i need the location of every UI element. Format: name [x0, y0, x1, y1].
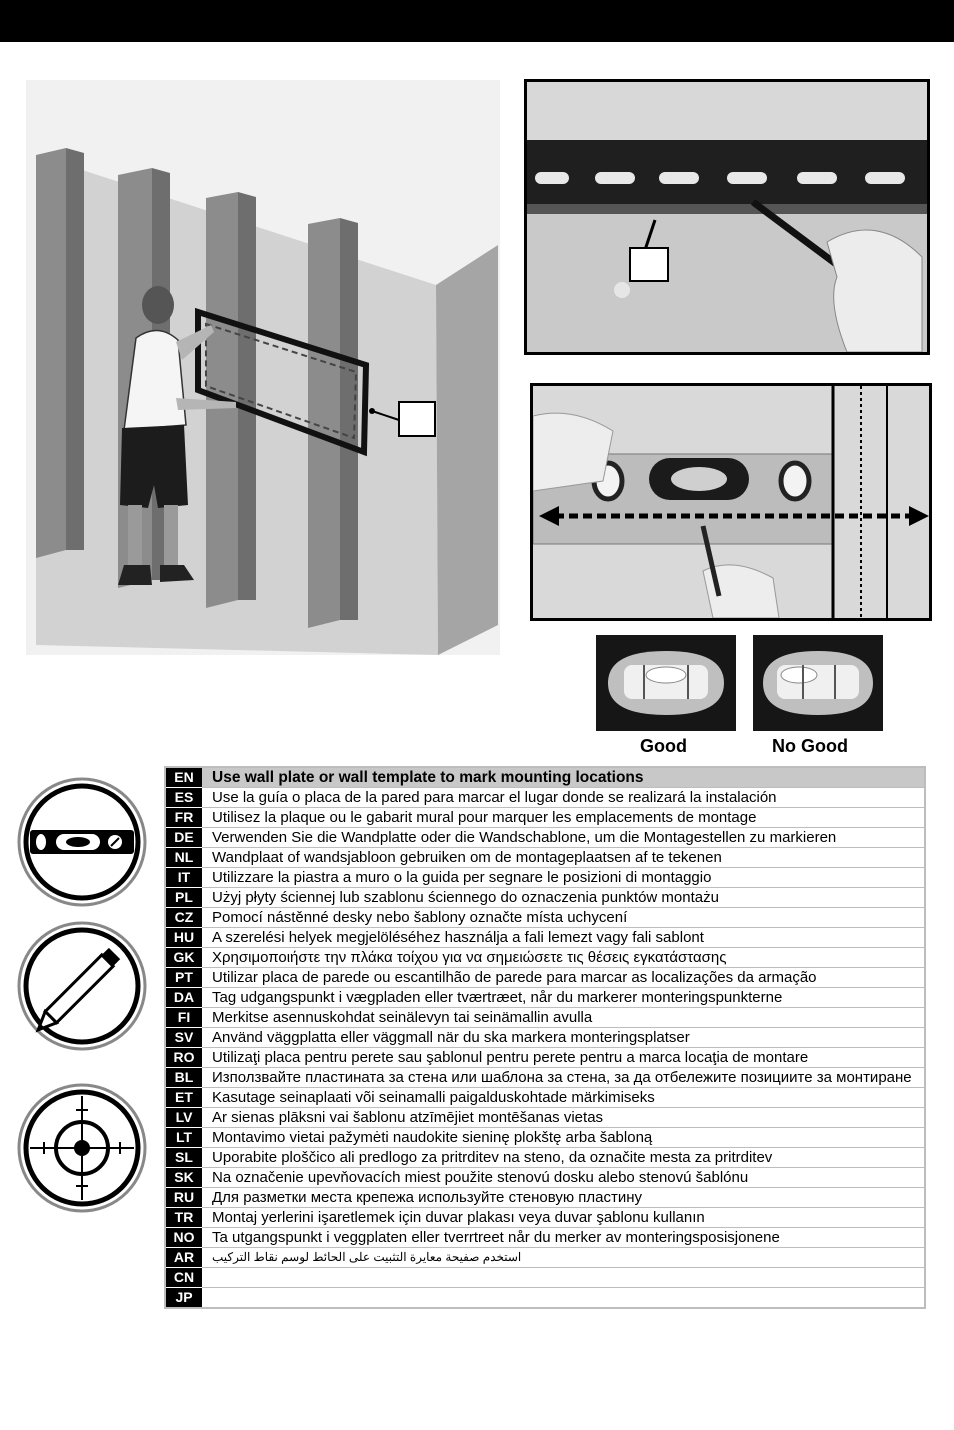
bubble-level-no-good-image	[753, 635, 883, 731]
instruction-row-fr	[165, 808, 925, 828]
instruction-row-jp	[165, 1288, 925, 1309]
language-code: AR	[165, 1248, 202, 1268]
instruction-row-pt	[165, 968, 925, 988]
instruction-row-gk	[165, 948, 925, 968]
instruction-row-sk	[165, 1168, 925, 1188]
language-code: FR	[165, 808, 202, 828]
instruction-text: Utilizzare la piastra a muro o la guida per segnare le posizioni di montaggio	[202, 868, 925, 888]
instruction-row-da	[165, 988, 925, 1008]
language-code: JP	[165, 1288, 202, 1309]
instruction-text: Для разметки места крепежа используйте стеновую пластину	[202, 1188, 925, 1208]
instruction-row-ar	[165, 1248, 925, 1268]
language-code: PL	[165, 888, 202, 908]
language-code: BL	[165, 1068, 202, 1088]
instruction-row-de	[165, 828, 925, 848]
marking-photo	[524, 79, 930, 355]
instruction-row-es	[165, 788, 925, 808]
instruction-row-bl	[165, 1068, 925, 1088]
instruction-text: Använd väggplatta eller väggmall när du ska markera monteringsplatser	[202, 1028, 925, 1048]
instruction-row-fi	[165, 1008, 925, 1028]
instruction-text: Uporabite ploščico ali predlogo za pritrditev na steno, da označite mesta za pritrditev	[202, 1148, 925, 1168]
instruction-text	[202, 1288, 925, 1309]
language-code: CZ	[165, 908, 202, 928]
instruction-row-hu	[165, 928, 925, 948]
instruction-row-et	[165, 1088, 925, 1108]
language-code: GK	[165, 948, 202, 968]
instruction-text: Verwenden Sie die Wandplatte oder die Wandschablone, um die Montagestellen zu markieren	[202, 828, 925, 848]
instruction-row-lt	[165, 1128, 925, 1148]
bubble-level-good-image	[596, 635, 736, 731]
instruction-text: Utilisez la plaque ou le gabarit mural pour marquer les emplacements de montage	[202, 808, 925, 828]
language-code: DE	[165, 828, 202, 848]
instruction-text: Wandplaat of wandsjabloon gebruiken om de montageplaatsen af te tekenen	[202, 848, 925, 868]
instruction-text: Montaj yerlerini işaretlemek için duvar plakası veya duvar şablonu kullanın	[202, 1208, 925, 1228]
instruction-text: Use wall plate or wall template to mark mounting locations	[202, 767, 925, 788]
language-code: SL	[165, 1148, 202, 1168]
language-code: NO	[165, 1228, 202, 1248]
language-code: LV	[165, 1108, 202, 1128]
header-bar	[0, 0, 954, 42]
language-code: IT	[165, 868, 202, 888]
instruction-text: Ta utgangspunkt i veggplaten eller tverrtreet når du merker av monteringsposisjonene	[202, 1228, 925, 1248]
instruction-row-cn	[165, 1268, 925, 1288]
instruction-text: Χρησιμοποιήστε την πλάκα τοίχου για να σημειώσετε τις θέσεις εγκατάστασης	[202, 948, 925, 968]
language-code: HU	[165, 928, 202, 948]
language-code: LT	[165, 1128, 202, 1148]
language-code: TR	[165, 1208, 202, 1228]
instruction-text: Използвайте пластината за стена или шаблона за стена, за да отбележите позициите за монтиране	[202, 1068, 925, 1088]
instruction-text: Kasutage seinaplaati või seinamalli paigalduskohtade märkimiseks	[202, 1088, 925, 1108]
instruction-text: Merkitse asennuskohdat seinälevyn tai seinämallin avulla	[202, 1008, 925, 1028]
instruction-row-it	[165, 868, 925, 888]
instruction-text: استخدم صفيحة معايرة التثبيت على الحائط لوسم نقاط التركيب	[202, 1248, 925, 1268]
instruction-text: Użyj płyty ściennej lub szablonu ściennego do oznaczenia punktów montażu	[202, 888, 925, 908]
instruction-text: Pomocí nástěnné desky nebo šablony označte místa uchycení	[202, 908, 925, 928]
target-crosshair-icon	[16, 1082, 148, 1214]
language-code: CN	[165, 1268, 202, 1288]
instruction-row-cz	[165, 908, 925, 928]
instruction-text	[202, 1268, 925, 1288]
language-code: NL	[165, 848, 202, 868]
instruction-text: Utilizar placa de parede ou escantilhão de parede para marcar as localizações da armação	[202, 968, 925, 988]
instruction-row-no	[165, 1228, 925, 1248]
language-code: SK	[165, 1168, 202, 1188]
instruction-text: Tag udgangspunkt i vægpladen eller tværtræet, når du markerer monteringspunkterne	[202, 988, 925, 1008]
wall-mounting-illustration	[26, 80, 500, 655]
spirit-level-icon	[16, 776, 148, 908]
instruction-text: Use la guía o placa de la pared para marcar el lugar donde se realizará la instalación	[202, 788, 925, 808]
language-code: FI	[165, 1008, 202, 1028]
instruction-text: Ar sienas plāksni vai šablonu atzīmējiet montēšanas vietas	[202, 1108, 925, 1128]
instruction-row-tr	[165, 1208, 925, 1228]
language-code: RO	[165, 1048, 202, 1068]
language-code: SV	[165, 1028, 202, 1048]
language-code: EN	[165, 767, 202, 788]
instruction-row-lv	[165, 1108, 925, 1128]
instruction-text: A szerelési helyek megjelöléséhez használja a fali lemezt vagy fali sablont	[202, 928, 925, 948]
pencil-icon	[16, 920, 148, 1052]
no-good-caption: No Good	[772, 736, 848, 756]
language-code: ES	[165, 788, 202, 808]
language-code: RU	[165, 1188, 202, 1208]
instruction-row-sv	[165, 1028, 925, 1048]
instruction-text: Utilizaţi placa pentru perete sau şablonul pentru perete pentru a marca locaţia de montare	[202, 1048, 925, 1068]
instruction-row-sl	[165, 1148, 925, 1168]
instruction-row-nl	[165, 848, 925, 868]
good-caption: Good	[640, 736, 687, 756]
instruction-text: Montavimo vietai pažymėti naudokite sieninę plokštę arba šabloną	[202, 1128, 925, 1148]
leveling-photo	[530, 383, 932, 621]
language-code: ET	[165, 1088, 202, 1108]
instruction-table	[164, 766, 926, 1309]
instruction-row-pl	[165, 888, 925, 908]
instruction-row-ru	[165, 1188, 925, 1208]
instruction-row-ro	[165, 1048, 925, 1068]
language-code: PT	[165, 968, 202, 988]
instruction-text: Na označenie upevňovacích miest použite stenovú dosku alebo stenovú šablónu	[202, 1168, 925, 1188]
instruction-row-en	[165, 767, 925, 788]
language-code: DA	[165, 988, 202, 1008]
